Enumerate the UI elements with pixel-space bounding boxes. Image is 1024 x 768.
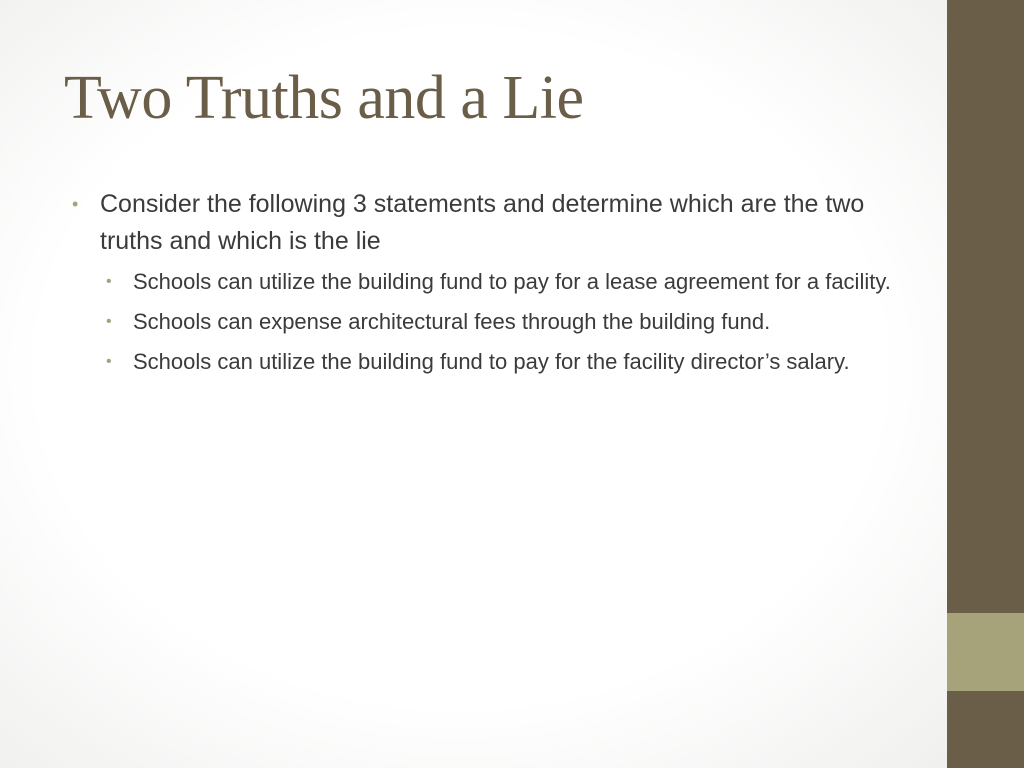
sub-bullet-text: Schools can utilize the building fund to pay for the facility director’s salary. — [133, 349, 850, 374]
sub-bullet-text: Schools can utilize the building fund to pay for a lease agreement for a facility. — [133, 269, 891, 294]
bullet-item — [72, 186, 902, 260]
side-decorative-accent — [947, 613, 1024, 691]
bullet-dot-icon: • — [106, 353, 112, 370]
sub-bullet-item — [106, 264, 902, 299]
sub-bullet-list — [72, 264, 902, 379]
slide-body — [72, 186, 902, 384]
bullet-dot-icon: • — [72, 194, 79, 214]
bullet-text: Consider the following 3 statements and determine which are the two truths and which is the lie — [100, 190, 865, 255]
bullet-dot-icon: • — [106, 313, 112, 330]
sub-bullet-item — [106, 344, 902, 379]
sub-bullet-item — [106, 304, 902, 339]
slide-title: Two Truths and a Lie — [64, 64, 584, 132]
bullet-dot-icon: • — [106, 273, 112, 290]
sub-bullet-text: Schools can expense architectural fees through the building fund. — [133, 309, 771, 334]
